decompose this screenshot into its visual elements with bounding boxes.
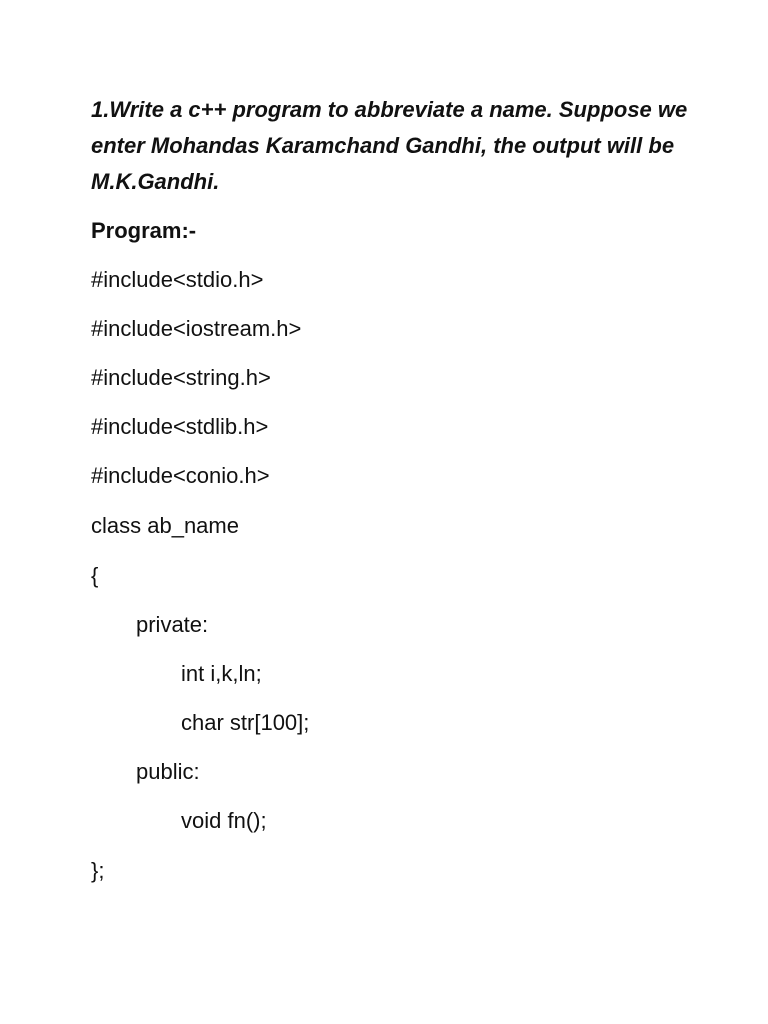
code-line-include-conio: #include<conio.h>	[91, 463, 270, 488]
code-line-public: public:	[136, 759, 200, 784]
code-line-include-iostream: #include<iostream.h>	[91, 316, 302, 341]
code-line-char-array: char str[100];	[181, 710, 310, 735]
code-line-int-vars: int i,k,ln;	[181, 661, 262, 686]
code-line-class-declaration: class ab_name	[91, 513, 239, 538]
code-line-include-string: #include<string.h>	[91, 365, 271, 390]
code-line-include-stdlib: #include<stdlib.h>	[91, 414, 269, 439]
code-line-function: void fn();	[181, 808, 267, 833]
question-text: 1.Write a c++ program to abbreviate a name. Suppose we enter Mohandas Karamchand Gandhi, the output will be M.K.Gandhi.	[91, 97, 688, 194]
code-line-close-brace: };	[91, 858, 105, 883]
code-line-private: private:	[136, 612, 209, 637]
code-line-open-brace: {	[91, 563, 99, 588]
code-line-include-stdio: #include<stdio.h>	[91, 267, 264, 292]
program-heading: Program:-	[91, 218, 197, 243]
